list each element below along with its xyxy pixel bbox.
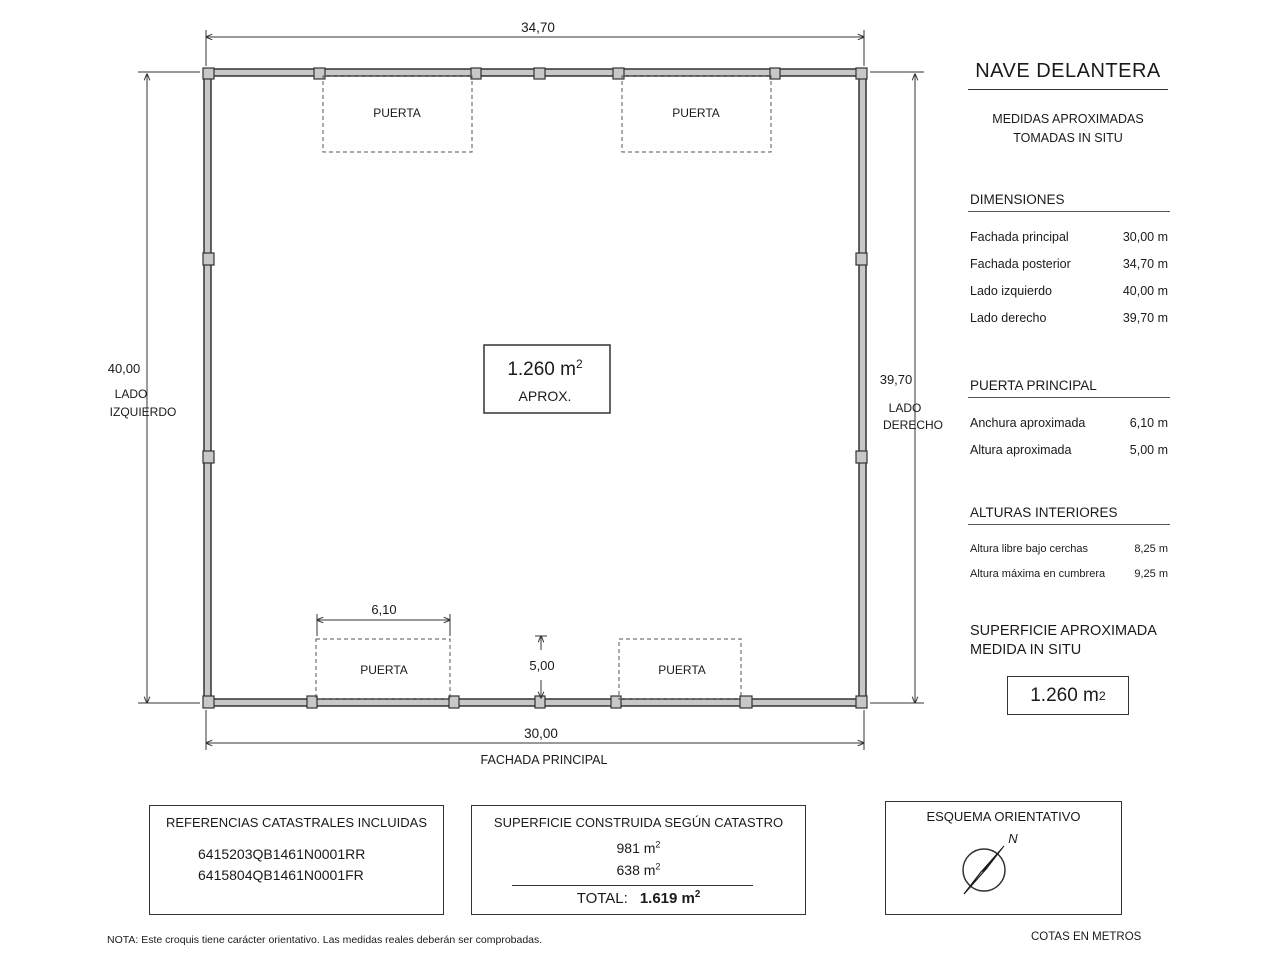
dim-top-value: 34,70: [521, 20, 555, 35]
dim-right-value: 39,70: [879, 372, 913, 387]
north-label: N: [1008, 831, 1018, 846]
dim-left-value: 40,00: [107, 361, 141, 376]
panel-subtitle: MEDIDAS APROXIMADAS TOMADAS IN SITU: [992, 112, 1144, 145]
door-label: PUERTA: [672, 106, 720, 120]
units-note: COTAS EN METROS: [1031, 931, 1142, 943]
column: [203, 253, 214, 265]
left-side-label: LADO: [114, 387, 148, 401]
reference-item: 6415203QB1461N0001RR: [198, 846, 366, 862]
footer-note: NOTA: Este croquis tiene carácter orientativo. Las medidas reales deberán ser comprobadas.: [107, 934, 543, 946]
area-value: 1.260 $m^2$: [507, 357, 583, 380]
column: [856, 451, 867, 463]
column: [534, 68, 545, 79]
column: [856, 68, 867, 79]
front-facade-label: FACHADA PRINCIPAL: [480, 753, 608, 767]
cadastre-item: 638 $m^2$: [616, 861, 661, 878]
surface-value-box: 1.260 m 2: [1007, 676, 1129, 715]
wall-right: [859, 69, 866, 706]
column: [856, 253, 867, 265]
column: [535, 696, 545, 708]
door-label: PUERTA: [373, 106, 421, 120]
panel-title: NAVE DELANTERA: [968, 60, 1168, 90]
column: [203, 696, 214, 708]
area-note: APROX.: [518, 388, 572, 404]
dimension-row: Fachada posterior 34,70 m: [970, 257, 1168, 271]
surface-title: SUPERFICIE APROXIMADA MEDIDA IN SITU: [970, 623, 1157, 658]
column: [856, 696, 867, 708]
dim-bottom-value: 30,00: [524, 726, 558, 741]
column: [203, 451, 214, 463]
height-row: Altura libre bajo cerchas 8,25 m: [970, 543, 1168, 555]
cadastre-total: TOTAL: 1.619 $m^2$: [576, 889, 701, 907]
heights-heading: ALTURAS INTERIORES: [968, 505, 1170, 525]
cadastre-surface-box: [471, 805, 806, 915]
door-row: Anchura aproximada 6,10 m: [970, 416, 1168, 430]
orientation-heading: ESQUEMA ORIENTATIVO: [926, 809, 1081, 824]
door-height-value: 5,00: [529, 658, 555, 673]
cadastre-item: 981 $m^2$: [616, 839, 661, 856]
dimensions-heading: DIMENSIONES: [968, 192, 1170, 212]
door-label: PUERTA: [360, 663, 408, 677]
door-width-value: 6,10: [371, 602, 397, 617]
door-label: PUERTA: [658, 663, 706, 677]
right-side-label: LADO: [888, 401, 922, 415]
references-heading: REFERENCIAS CATASTRALES INCLUIDAS: [165, 815, 427, 830]
left-side-label: IZQUIERDO: [109, 405, 177, 419]
reference-item: 6415804QB1461N0001FR: [198, 867, 364, 883]
divider: [512, 885, 753, 886]
column: [203, 68, 214, 79]
cadastre-heading: SUPERFICIE CONSTRUIDA SEGÚN CATASTRO: [493, 815, 784, 830]
dimension-row: Fachada principal 30,00 m: [970, 230, 1168, 244]
compass-icon: [886, 802, 1123, 916]
column: [740, 696, 752, 708]
dimension-row: Lado derecho 39,70 m: [970, 311, 1168, 325]
orientation-box: [885, 801, 1122, 915]
door-row: Altura aproximada 5,00 m: [970, 443, 1168, 457]
wall-left: [204, 69, 211, 706]
column: [611, 696, 621, 708]
cadastral-references-box: [149, 805, 444, 915]
dimension-row: Lado izquierdo 40,00 m: [970, 284, 1168, 298]
right-side-label: DERECHO: [882, 418, 944, 432]
height-row: Altura máxima en cumbrera 9,25 m: [970, 568, 1168, 580]
door-heading: PUERTA PRINCIPAL: [968, 378, 1170, 398]
